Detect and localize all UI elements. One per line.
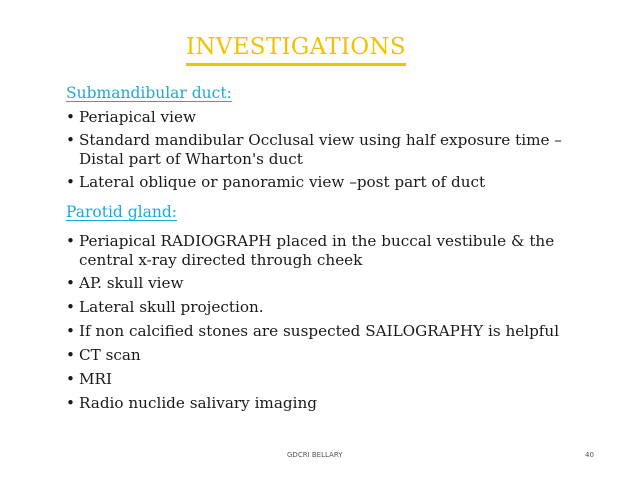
list-item-text: Periapical view	[79, 108, 196, 126]
list-item	[66, 394, 626, 413]
list-item-text: Lateral skull projection.	[79, 298, 264, 316]
page-number: 40	[585, 451, 594, 459]
list-item	[66, 346, 626, 365]
footer-text: GDCRI BELLARY	[287, 451, 343, 459]
list-item	[66, 131, 626, 169]
list-item-text: CT scan	[79, 346, 141, 364]
submandibular-list	[66, 108, 626, 192]
list-item	[66, 274, 626, 293]
bullet-icon: •	[66, 108, 75, 126]
bullet-icon: •	[66, 322, 75, 340]
list-item	[66, 370, 626, 389]
parotid-list	[66, 232, 626, 413]
list-item-text: Standard mandibular Occlusal view using half exposure time –	[79, 131, 562, 149]
list-item-text: central x-ray directed through cheek	[79, 251, 363, 269]
bullet-icon: •	[66, 232, 75, 250]
section-heading-parotid: Parotid gland:	[66, 203, 177, 221]
section-heading-submandibular: Submandibular duct:	[66, 84, 232, 102]
bullet-icon: •	[66, 173, 75, 191]
bullet-icon: •	[66, 394, 75, 412]
list-item	[66, 173, 626, 192]
list-item-text: Periapical RADIOGRAPH placed in the buccal vestibule & the	[79, 232, 555, 250]
bullet-icon: •	[66, 131, 75, 149]
slide-title: INVESTIGATIONS	[186, 32, 406, 66]
list-item-text: If non calcified stones are suspected SAILOGRAPHY is helpful	[79, 322, 560, 340]
bullet-icon: •	[66, 370, 75, 388]
list-item-text: Lateral oblique or panoramic view –post part of duct	[79, 173, 486, 191]
list-item	[66, 232, 626, 270]
list-item-text: AP. skull view	[79, 274, 184, 292]
bullet-icon: •	[66, 298, 75, 316]
list-item-text: Radio nuclide salivary imaging	[79, 394, 317, 412]
list-item	[66, 298, 626, 317]
list-item	[66, 322, 626, 341]
list-item-text: Distal part of Wharton's duct	[79, 150, 303, 168]
list-item-text: MRI	[79, 370, 112, 388]
bullet-icon: •	[66, 274, 75, 292]
list-item	[66, 108, 626, 127]
bullet-icon: •	[66, 346, 75, 364]
